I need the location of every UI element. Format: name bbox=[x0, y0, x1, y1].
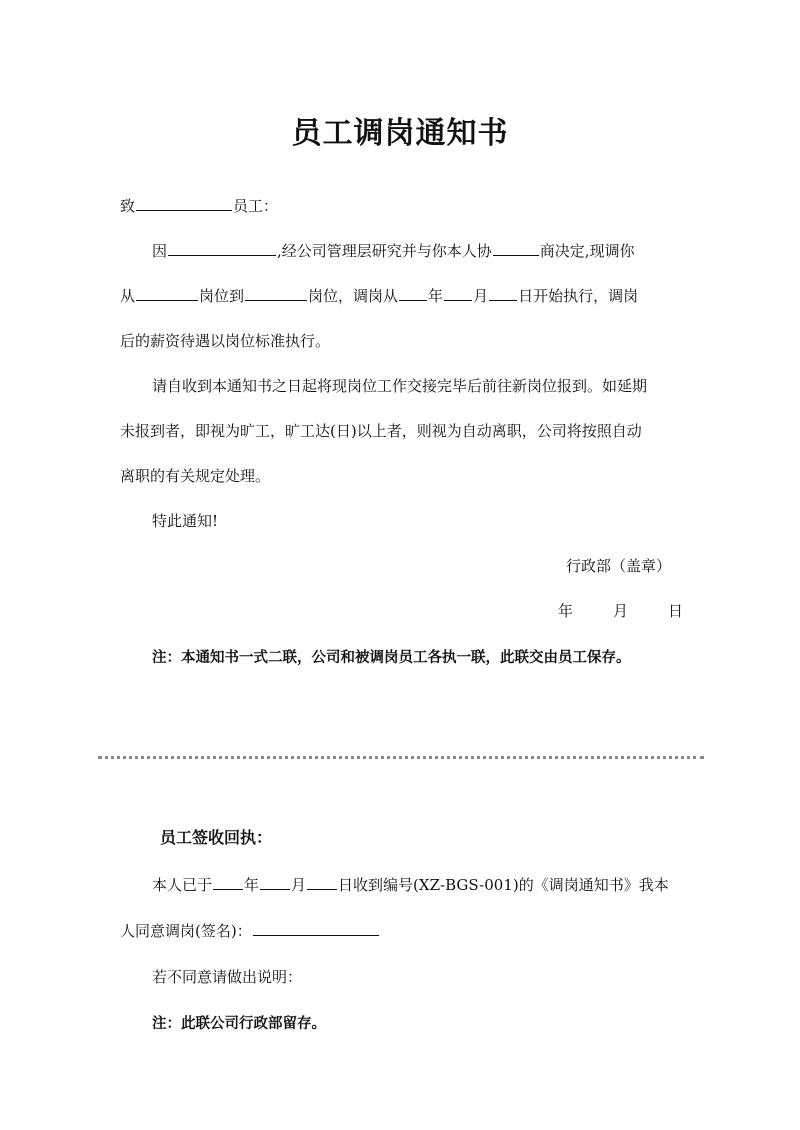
start-month-blank[interactable] bbox=[444, 299, 472, 301]
para1-text: 日开始执行，调岗 bbox=[518, 287, 639, 305]
signature-date bbox=[558, 600, 683, 621]
para1-text: 因 bbox=[152, 242, 168, 260]
start-year-blank[interactable] bbox=[399, 299, 427, 301]
note-admin-copy: 注：此联公司行政部留存。 bbox=[152, 1015, 326, 1032]
para1-text: 岗位到 bbox=[199, 287, 245, 305]
para2-line2: 未报到者，即视为旷工，旷工达(日)以上者，则视为自动离职，公司将按照自动 bbox=[120, 422, 642, 440]
greeting-prefix: 致 bbox=[120, 197, 136, 215]
receipt-text: 月 bbox=[291, 876, 307, 894]
signer-stamp: 行政部（盖章） bbox=[566, 557, 672, 575]
para1-line2 bbox=[120, 285, 638, 306]
signature-blank[interactable] bbox=[253, 934, 379, 936]
to-position-blank[interactable] bbox=[245, 299, 307, 301]
closing-text: 特此通知! bbox=[152, 512, 219, 530]
date-month: 月 bbox=[613, 602, 629, 620]
para1-text: 从 bbox=[120, 287, 136, 305]
para1-line1 bbox=[152, 240, 635, 261]
receipt-line1 bbox=[152, 874, 669, 895]
para2-line1: 请自收到本通知书之日起将现岗位工作交接完毕后前往新岗位报到。如延期 bbox=[152, 377, 648, 395]
consult-blank[interactable] bbox=[493, 254, 539, 256]
greeting-suffix: 员工： bbox=[233, 197, 279, 215]
para2-line3: 离职的有关规定处理。 bbox=[120, 467, 271, 485]
para1-text: 月 bbox=[473, 287, 489, 305]
para1-text: ,经公司管理层研究并与你本人协 bbox=[277, 242, 492, 260]
disagree-explanation: 若不同意请做出说明： bbox=[152, 968, 303, 986]
date-year: 年 bbox=[558, 602, 574, 620]
reason-blank[interactable] bbox=[168, 254, 276, 256]
receipt-day-blank[interactable] bbox=[307, 888, 337, 890]
para1-text: 岗位，调岗从 bbox=[308, 287, 399, 305]
document-title: 员工调岗通知书 bbox=[291, 116, 509, 151]
greeting-line bbox=[120, 195, 278, 216]
receipt-text: 本人已于 bbox=[152, 876, 213, 894]
receipt-text: 年 bbox=[244, 876, 260, 894]
receipt-heading: 员工签收回执： bbox=[160, 828, 273, 847]
receipt-text: 日收到编号(XZ-BGS-001)的《调岗通知书》我本 bbox=[338, 876, 669, 894]
start-day-blank[interactable] bbox=[489, 299, 517, 301]
employee-name-blank[interactable] bbox=[136, 209, 232, 211]
para1-line3: 后的薪资待遇以岗位标准执行。 bbox=[120, 332, 331, 350]
receipt-year-blank[interactable] bbox=[213, 888, 243, 890]
tear-off-divider bbox=[98, 756, 704, 759]
para1-text: 商决定,现调你 bbox=[539, 242, 635, 260]
para1-text: 年 bbox=[428, 287, 444, 305]
receipt-text: 人同意调岗(签名)： bbox=[120, 922, 252, 940]
receipt-line2 bbox=[120, 920, 380, 941]
receipt-month-blank[interactable] bbox=[260, 888, 290, 890]
note-employee-copy: 注：本通知书一式二联，公司和被调岗员工各执一联，此联交由员工保存。 bbox=[152, 649, 631, 666]
from-position-blank[interactable] bbox=[136, 299, 198, 301]
date-day: 日 bbox=[668, 602, 684, 620]
